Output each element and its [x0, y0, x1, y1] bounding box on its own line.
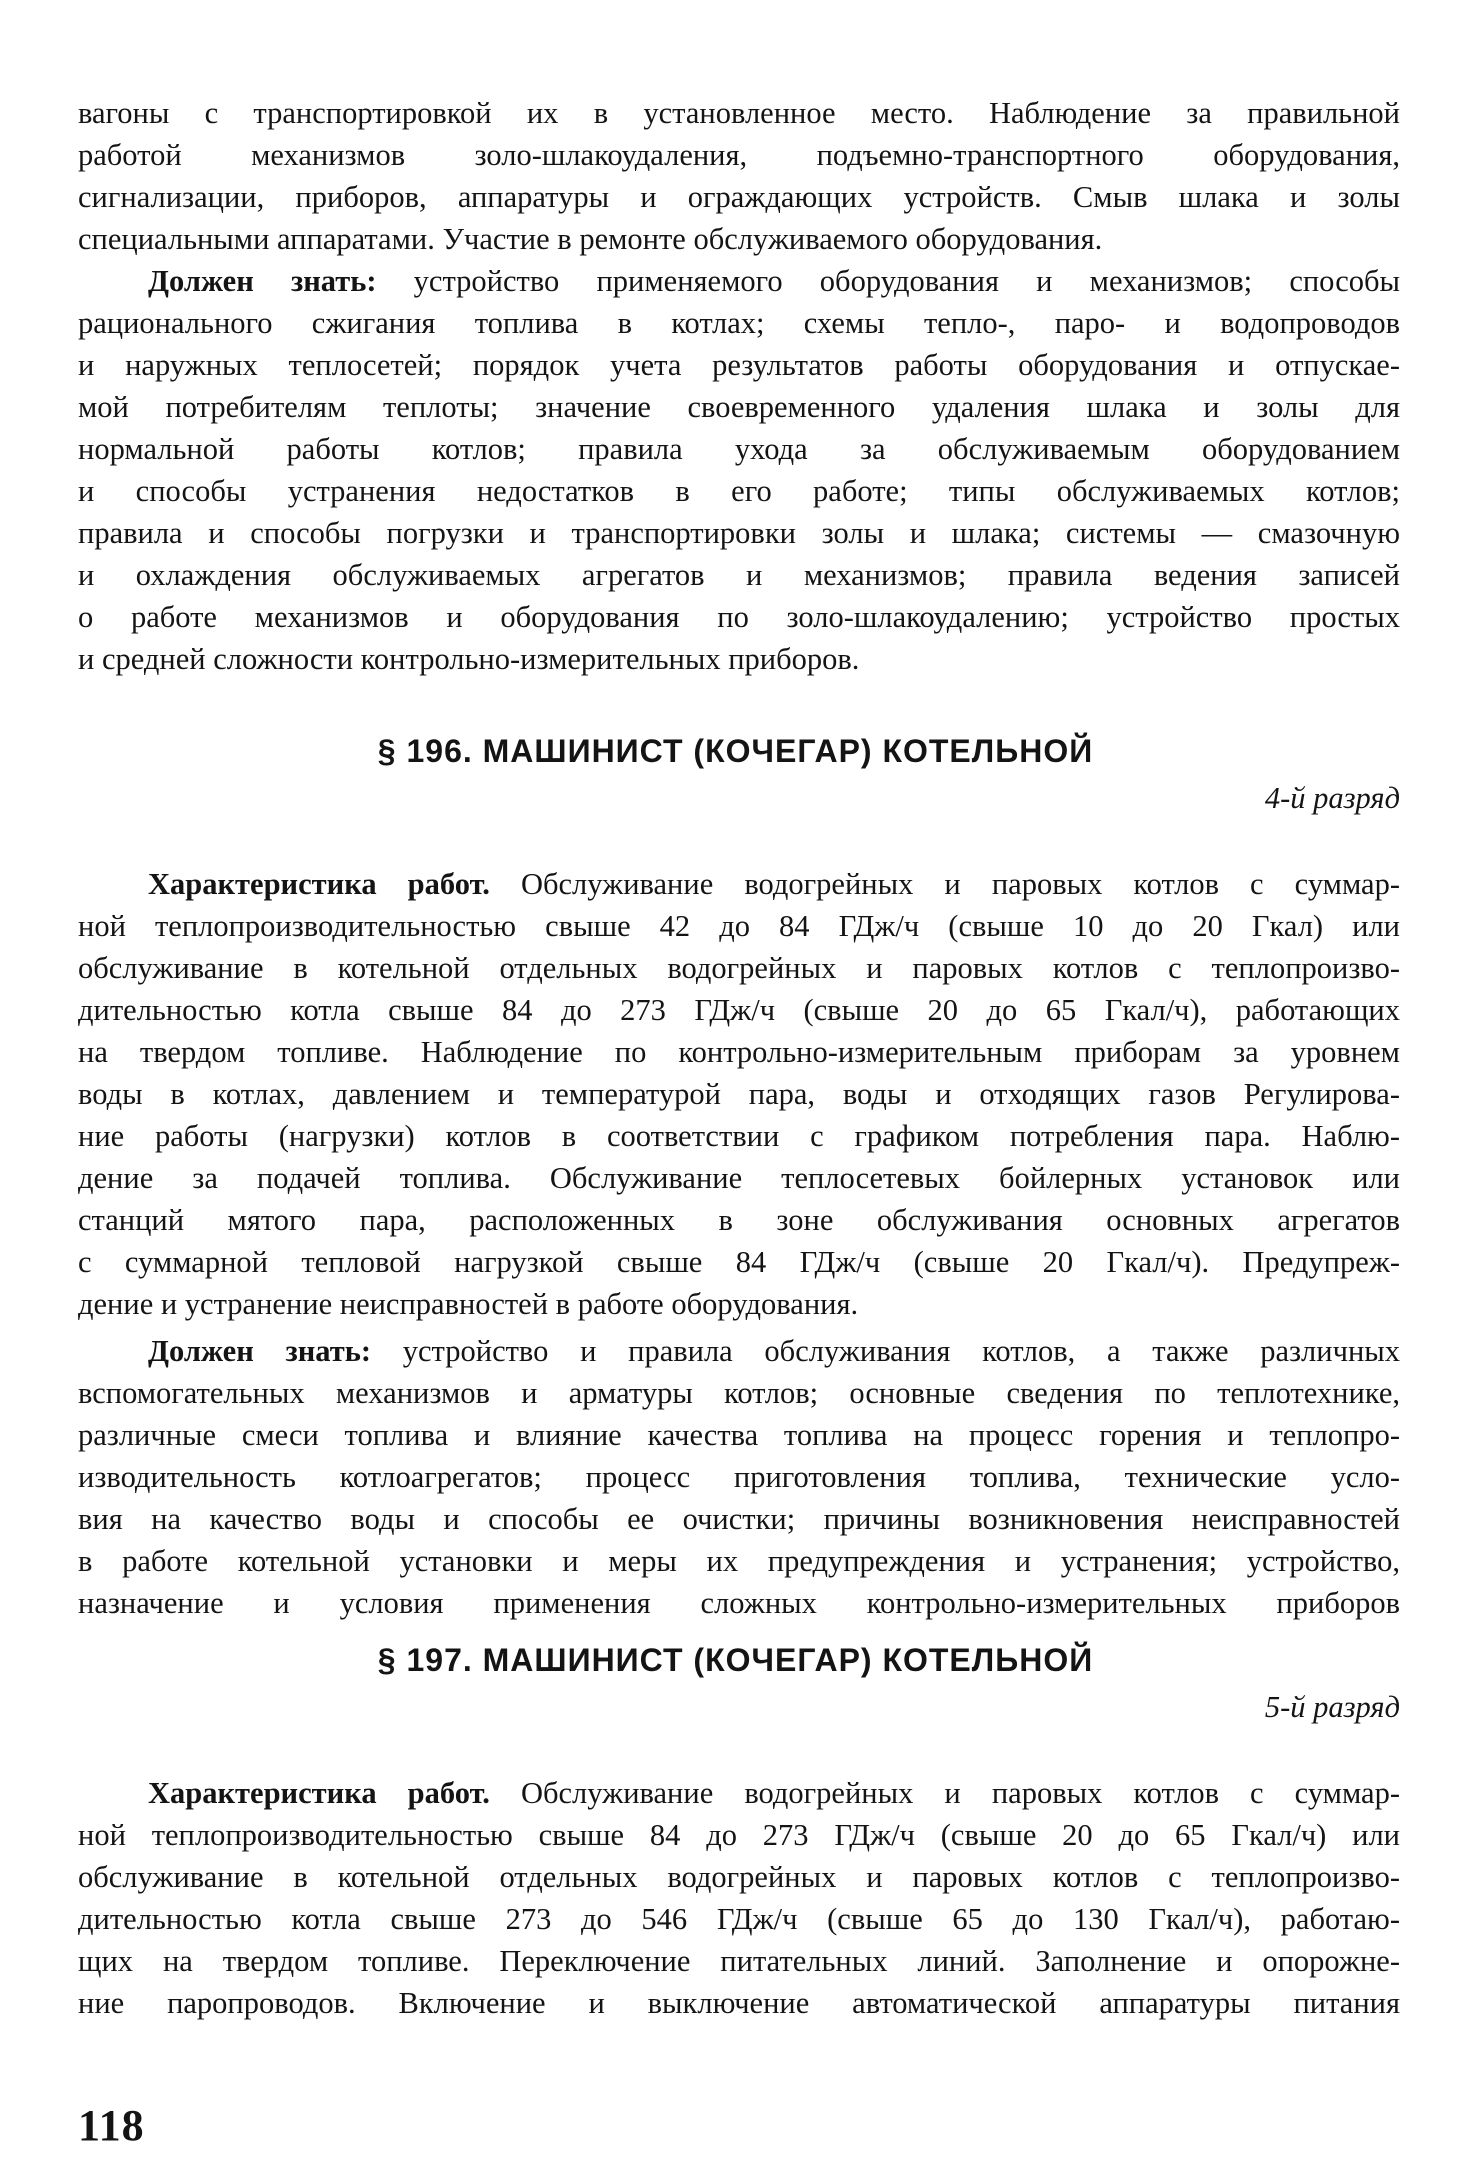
text-line: и наружных теплосетей; порядок учета результатов работы оборудования и отпускае- — [78, 348, 1400, 382]
intro-paragraph — [78, 92, 1400, 260]
text-line: с суммарной тепловой нагрузкой свыше 84 ГДж/ч (свыше 20 Гкал/ч). Предупреж- — [78, 1245, 1400, 1279]
text-line: станций мятого пара, расположенных в зоне обслуживания основных агрегатов — [78, 1203, 1400, 1237]
text-line: различные смеси топлива и влияние качества топлива на процесс горения и теплопро- — [78, 1418, 1400, 1452]
characteristics-label: Характеристика работ. — [148, 867, 490, 901]
must-know-label: Должен знать: — [148, 264, 377, 298]
text-line: Характеристика работ. Обслуживание водогрейных и паровых котлов с суммар- — [148, 1776, 1400, 1810]
text-line: дение за подачей топлива. Обслуживание теплосетевых бойлерных установок или — [78, 1161, 1400, 1195]
text-line: и способы устранения недостатков в его работе; типы обслуживаемых котлов; — [78, 474, 1400, 508]
text-line: сигнализации, приборов, аппаратуры и ограждающих устройств. Смыв шлака и золы — [78, 180, 1400, 214]
section-196-rank: 4-й разряд — [1264, 781, 1400, 815]
text-line: в работе котельной установки и меры их предупреждения и устранения; устройство, — [78, 1544, 1400, 1578]
text-line: обслуживание в котельной отдельных водогрейных и паровых котлов с теплопроизво- — [78, 951, 1400, 985]
text-line: дительностью котла свыше 84 до 273 ГДж/ч (свыше 20 до 65 Гкал/ч), работающих — [78, 993, 1400, 1027]
characteristics-label: Характеристика работ. — [148, 1776, 490, 1810]
text-line: вспомогательных механизмов и арматуры котлов; основные сведения по теплотехнике, — [78, 1376, 1400, 1410]
section-197-heading: § 197. МАШИНИСТ (КОЧЕГАР) КОТЕЛЬНОЙ — [377, 1642, 1094, 1678]
text-line: дительностью котла свыше 273 до 546 ГДж/ч (свыше 65 до 130 Гкал/ч), работаю- — [78, 1902, 1400, 1936]
text-line: и охлаждения обслуживаемых агрегатов и механизмов; правила ведения записей — [78, 558, 1400, 592]
text-line: Характеристика работ. Обслуживание водогрейных и паровых котлов с суммар- — [148, 867, 1400, 901]
section-197-rank: 5-й разряд — [1264, 1690, 1400, 1724]
text-line: вия на качество воды и способы ее очистки; причины возникновения неисправностей — [78, 1502, 1400, 1536]
text-line: ние работы (нагрузки) котлов в соответствии с графиком потребления пара. Наблю- — [78, 1119, 1400, 1153]
text-line: дение и устранение неисправностей в работе оборудования. — [78, 1287, 859, 1321]
text-line: и средней сложности контрольно-измерительных приборов. — [78, 642, 860, 676]
text-line: мой потребителям теплоты; значение своевременного удаления шлака и золы для — [78, 390, 1400, 424]
text-line: ной теплопроизводительностью свыше 84 до 273 ГДж/ч (свыше 20 до 65 Гкал/ч) или — [78, 1818, 1400, 1852]
text-line: ной теплопроизводительностью свыше 42 до 84 ГДж/ч (свыше 10 до 20 Гкал) или — [78, 909, 1400, 943]
text-line: специальными аппаратами. Участие в ремонте обслуживаемого оборудования. — [78, 222, 1103, 256]
text-line: обслуживание в котельной отдельных водогрейных и паровых котлов с теплопроизво- — [78, 1860, 1400, 1894]
text-line: воды в котлах, давлением и температурой пара, воды и отходящих газов Регулирова- — [78, 1077, 1400, 1111]
text-line: правила и способы погрузки и транспортировки золы и шлака; системы — смазочную — [78, 516, 1400, 550]
text-line: щих на твердом топливе. Переключение питательных линий. Заполнение и опорожне- — [78, 1944, 1400, 1978]
section-196-heading: § 196. МАШИНИСТ (КОЧЕГАР) КОТЕЛЬНОЙ — [377, 733, 1094, 769]
text-line: работой механизмов золо-шлакоудаления, подъемно-транспортного оборудования, — [78, 138, 1400, 172]
text-line: Должен знать: устройство применяемого оборудования и механизмов; способы — [148, 264, 1400, 298]
text-line: назначение и условия применения сложных контрольно-измерительных приборов — [78, 1586, 1400, 1620]
section-197-characteristics — [78, 1772, 1400, 2024]
text-line: рационального сжигания топлива в котлах; схемы тепло-, паро- и водопроводов — [78, 306, 1400, 340]
section-196-must-know — [78, 1330, 1400, 1624]
must-know-paragraph — [78, 260, 1400, 680]
text-line: вагоны с транспортировкой их в установленное место. Наблюдение за правильной — [78, 96, 1400, 130]
text-line: нормальной работы котлов; правила ухода за обслуживаемым оборудованием — [78, 432, 1400, 466]
text-line: ние паропроводов. Включение и выключение автоматической аппаратуры питания — [78, 1986, 1400, 2020]
text-line: на твердом топливе. Наблюдение по контрольно-измерительным приборам за уровнем — [78, 1035, 1400, 1069]
section-196-characteristics — [78, 863, 1400, 1325]
text-line: Должен знать: устройство и правила обслуживания котлов, а также различных — [148, 1334, 1401, 1368]
page-number: 118 — [78, 2101, 145, 2150]
text-line: о работе механизмов и оборудования по золо-шлакоудалению; устройство простых — [78, 600, 1400, 634]
must-know-label: Должен знать: — [148, 1334, 372, 1368]
text-line: изводительность котлоагрегатов; процесс приготовления топлива, технические усло- — [78, 1460, 1400, 1494]
